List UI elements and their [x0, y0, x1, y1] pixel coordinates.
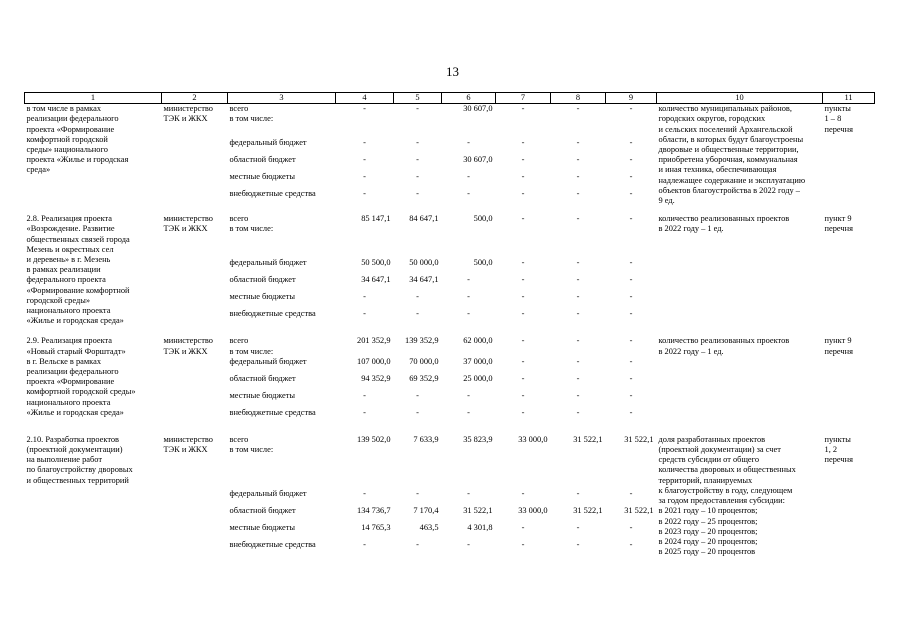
amount-cell: -: [363, 390, 366, 400]
executor-line: министерство: [163, 104, 213, 114]
measure-name-line: «Формирование комфортной: [26, 285, 130, 295]
table-row: [25, 214, 875, 258]
executor-cell: [162, 104, 228, 207]
amount-cell: -: [629, 258, 633, 268]
executor-line: ТЭК и ЖКХ: [163, 445, 208, 455]
result-indicator-line: за годом предоставления субсидии:: [658, 496, 785, 506]
amount-cell: 94 352,9: [361, 373, 391, 383]
funding-source-line: в том числе:: [229, 445, 274, 455]
funding-source-line: в том числе:: [229, 114, 274, 124]
funding-source-line: всего: [229, 434, 249, 444]
reference-cell: [823, 336, 875, 424]
result-indicator-line: в 2024 году – 20 процентов;: [658, 536, 758, 546]
result-indicator-line: количество реализованных проектов: [658, 214, 790, 224]
executor-cell: [162, 336, 228, 424]
funding-source-cell: [228, 189, 336, 206]
amount-cell: -: [629, 189, 633, 199]
amount-cell: 84 647,1: [409, 214, 439, 224]
measure-name-line: «Новый старый Форштадт»: [26, 346, 126, 356]
amount-cell: -: [521, 390, 525, 400]
amount-cell: 500,0: [473, 258, 493, 268]
amount-cell: 31 522,1: [624, 506, 654, 516]
amount-cell: -: [363, 292, 366, 302]
table-row: [25, 104, 875, 139]
amount-cell: -: [629, 155, 633, 165]
amount-cell: -: [363, 189, 366, 199]
measure-name-line: среды» национального: [26, 145, 108, 155]
reference-cell: [823, 435, 875, 557]
page-number: 13: [446, 64, 459, 79]
result-indicator-line: городских округов, городских: [658, 114, 766, 124]
amount-cell: -: [467, 540, 470, 550]
amount-cell: -: [363, 489, 366, 499]
amount-cell: -: [521, 540, 525, 550]
amount-cell: -: [521, 275, 525, 285]
amount-cell: -: [629, 407, 633, 417]
executor-line: министерство: [163, 434, 213, 444]
measure-name-line: «Жилье и городская среда»: [26, 407, 124, 417]
result-indicator-line: в 2022 году – 1 ед.: [658, 346, 724, 356]
result-indicator-line: количества дворовых и общественных: [658, 465, 796, 475]
reference-line: пункты: [824, 434, 851, 444]
amount-cell: 25 000,0: [463, 373, 493, 383]
result-indicator-line: к благоустройству в году, следующем: [658, 485, 793, 495]
funding-source-line: областной бюджет: [229, 275, 296, 285]
result-indicator-line: и сельских поселений Архангельской: [658, 124, 793, 134]
amount-cell: -: [416, 489, 419, 499]
amount-cell: -: [416, 138, 419, 148]
reference-line: 1, 2: [824, 445, 838, 455]
funding-source-cell: [228, 408, 336, 425]
result-indicator-line: области, в которых будут благоустроены: [658, 134, 804, 144]
funding-source-cell: [228, 357, 336, 374]
amount-cell: 134 736,7: [357, 506, 391, 516]
amount-cell: -: [576, 356, 580, 366]
funding-source-line: федеральный бюджет: [229, 258, 307, 268]
amount-cell: -: [576, 336, 580, 346]
column-header: 6: [442, 93, 496, 104]
amount-cell: -: [629, 489, 633, 499]
amount-cell: -: [629, 309, 633, 319]
amount-cell: -: [576, 214, 580, 224]
amount-cell: -: [629, 373, 633, 383]
measure-name-line: реализации федерального: [26, 367, 119, 377]
amount-cell: -: [629, 292, 633, 302]
result-indicator-line: в 2023 году – 20 процентов;: [658, 526, 758, 536]
reference-cell: [823, 104, 875, 207]
result-indicator-line: территорий, планируемых: [658, 475, 753, 485]
funding-source-line: областной бюджет: [229, 373, 296, 383]
amount-cell: -: [576, 275, 580, 285]
result-indicator-cell: [657, 214, 823, 326]
reference-line: пункты: [824, 104, 851, 114]
funding-source-line: областной бюджет: [229, 506, 296, 516]
amount-cell: 85 147,1: [361, 214, 391, 224]
amount-cell: -: [629, 275, 633, 285]
amount-cell: -: [467, 275, 470, 285]
amount-cell: -: [467, 309, 470, 319]
funding-source-line: областной бюджет: [229, 155, 296, 165]
amount-cell: -: [363, 138, 366, 148]
amount-cell: -: [576, 390, 580, 400]
amount-cell: 7 170,4: [413, 506, 439, 516]
result-indicator-line: в 2022 году – 1 ед.: [658, 224, 724, 234]
funding-source-line: внебюджетные средства: [229, 309, 316, 319]
amount-cell: -: [576, 309, 580, 319]
amount-cell: -: [629, 336, 633, 346]
amount-cell: 31 522,1: [573, 434, 603, 444]
amount-cell: 14 765,3: [361, 523, 391, 533]
amount-cell: -: [576, 292, 580, 302]
amount-cell: -: [521, 104, 525, 114]
result-indicator-line: количество муниципальных районов,: [658, 104, 792, 114]
reference-line: перечня: [824, 346, 853, 356]
measure-name-cell: [25, 104, 162, 207]
funding-source-line: федеральный бюджет: [229, 356, 307, 366]
amount-cell: 34 647,1: [409, 275, 439, 285]
measure-name-line: «Жилье и городская среда»: [26, 316, 124, 326]
amount-cell: -: [576, 489, 580, 499]
executor-line: ТЭК и ЖКХ: [163, 346, 208, 356]
reference-cell: [823, 214, 875, 326]
result-indicator-line: объектов благоустройства в 2022 году –: [658, 185, 800, 195]
measure-name-line: проекта «Формирование: [26, 124, 115, 134]
funding-source-cell: [228, 275, 336, 292]
row-spacer-cell: [25, 206, 875, 214]
funding-source-line: федеральный бюджет: [229, 489, 307, 499]
amount-cell: -: [363, 155, 366, 165]
column-header: 3: [228, 93, 336, 104]
amount-cell: -: [576, 258, 580, 268]
result-indicator-cell: [657, 104, 823, 207]
result-indicator-line: (проектной документации) за счет: [658, 445, 781, 455]
column-header: 2: [162, 93, 228, 104]
column-header: 4: [336, 93, 394, 104]
measure-name-cell: [25, 336, 162, 424]
amount-cell: 35 823,9: [463, 434, 493, 444]
result-indicator-line: дворовые и общественные территории,: [658, 145, 799, 155]
amount-cell: -: [521, 523, 525, 533]
executor-line: ТЭК и ЖКХ: [163, 224, 208, 234]
amount-cell: -: [363, 172, 366, 182]
result-indicator-line: доля разработанных проектов: [658, 434, 766, 444]
amount-cell: -: [629, 540, 633, 550]
result-indicator-line: средств субсидии от общего: [658, 455, 760, 465]
amount-cell: -: [629, 138, 633, 148]
funding-source-line: внебюджетные средства: [229, 540, 316, 550]
reference-line: перечня: [824, 455, 853, 465]
result-indicator-line: в 2025 году – 20 процентов: [658, 547, 756, 557]
row-spacer-cell: [25, 425, 875, 435]
measure-name-line: (проектной документации): [26, 445, 123, 455]
measure-name-line: Мезень и окрестных сел: [26, 244, 114, 254]
amount-cell: 139 502,0: [357, 434, 391, 444]
amount-cell: -: [521, 155, 525, 165]
amount-cell: -: [416, 292, 419, 302]
amount-cell: -: [629, 523, 633, 533]
measure-name-line: 2.10. Разработка проектов: [26, 434, 120, 444]
amount-cell: -: [576, 189, 580, 199]
table-row: [25, 336, 875, 356]
amount-cell: -: [416, 104, 419, 114]
funding-source-line: федеральный бюджет: [229, 138, 307, 148]
funding-source-line: местные бюджеты: [229, 390, 296, 400]
amount-cell: 201 352,9: [357, 336, 391, 346]
row-spacer: [25, 206, 875, 214]
amount-cell: -: [467, 489, 470, 499]
row-spacer: [25, 326, 875, 336]
funding-source-cell: [228, 172, 336, 189]
measure-name-line: среда»: [26, 165, 51, 175]
amount-cell: 50 000,0: [409, 258, 439, 268]
funding-source-cell: [228, 138, 336, 155]
amount-cell: -: [416, 309, 419, 319]
amount-cell: -: [521, 489, 525, 499]
amount-cell: 34 647,1: [361, 275, 391, 285]
funding-source-cell: [228, 523, 336, 540]
amount-cell: 107 000,0: [357, 356, 391, 366]
funding-source-cell: [228, 435, 336, 489]
amount-cell: -: [467, 292, 470, 302]
column-header: 5: [394, 93, 442, 104]
amount-cell: 30 607,0: [463, 155, 493, 165]
measure-name-line: по благоустройству дворовых: [26, 465, 133, 475]
amount-cell: -: [521, 214, 525, 224]
funding-source-cell: [228, 309, 336, 326]
column-header: 9: [606, 93, 657, 104]
measure-name-line: проекта «Формирование: [26, 377, 115, 387]
table-body: [25, 104, 875, 558]
result-indicator-cell: [657, 336, 823, 424]
executor-cell: [162, 214, 228, 326]
funding-source-line: всего: [229, 104, 249, 114]
funding-source-cell: [228, 374, 336, 391]
amount-cell: 7 633,9: [413, 434, 439, 444]
amount-cell: -: [416, 189, 419, 199]
amount-cell: 139 352,9: [405, 336, 439, 346]
column-header: 10: [657, 93, 823, 104]
program-table: [24, 92, 875, 557]
amount-cell: -: [416, 407, 419, 417]
amount-cell: -: [521, 407, 525, 417]
funding-source-line: всего: [229, 214, 249, 224]
executor-cell: [162, 435, 228, 557]
column-header: 1: [25, 93, 162, 104]
amount-cell: -: [521, 172, 525, 182]
amount-cell: -: [363, 407, 366, 417]
amount-cell: 62 000,0: [463, 336, 493, 346]
result-indicator-cell: [657, 435, 823, 557]
amount-cell: 33 000,0: [518, 506, 548, 516]
amount-cell: -: [363, 540, 366, 550]
reference-line: перечня: [824, 224, 853, 234]
amount-cell: -: [521, 258, 525, 268]
funding-source-line: местные бюджеты: [229, 523, 296, 533]
amount-cell: -: [629, 104, 633, 114]
funding-source-cell: [228, 336, 336, 356]
amount-cell: -: [521, 189, 525, 199]
amount-cell: -: [416, 172, 419, 182]
amount-cell: -: [467, 390, 470, 400]
amount-cell: -: [521, 356, 525, 366]
measure-name-line: реализации федерального: [26, 114, 119, 124]
measure-name-line: в г. Вельске в рамках: [26, 356, 102, 366]
funding-source-line: местные бюджеты: [229, 172, 296, 182]
amount-cell: -: [576, 540, 580, 550]
amount-cell: 31 522,1: [463, 506, 493, 516]
column-header: 7: [496, 93, 551, 104]
table-row: [25, 435, 875, 489]
result-indicator-line: и иная техника, обеспечивающая: [658, 165, 777, 175]
measure-name-line: общественных связей города: [26, 234, 130, 244]
amount-cell: 4 301,8: [467, 523, 493, 533]
amount-cell: 31 522,1: [573, 506, 603, 516]
funding-source-line: в том числе:: [229, 224, 274, 234]
measure-name-line: и общественных территорий: [26, 475, 129, 485]
amount-cell: -: [467, 172, 470, 182]
amount-cell: 33 000,0: [518, 434, 548, 444]
amount-cell: -: [467, 407, 470, 417]
measure-name-line: федерального проекта: [26, 275, 106, 285]
funding-source-line: внебюджетные средства: [229, 407, 316, 417]
amount-cell: -: [576, 104, 580, 114]
reference-line: пункт 9: [824, 214, 852, 224]
measure-name-line: комфортной городской среды»: [26, 387, 136, 397]
amount-cell: 463,5: [419, 523, 439, 533]
amount-cell: 30 607,0: [463, 104, 493, 114]
amount-cell: -: [416, 390, 419, 400]
funding-source-cell: [228, 540, 336, 557]
row-spacer: [25, 425, 875, 435]
result-indicator-line: в 2021 году – 10 процентов;: [658, 506, 758, 516]
amount-cell: -: [576, 138, 580, 148]
amount-cell: -: [521, 292, 525, 302]
measure-name-line: национального проекта: [26, 397, 111, 407]
amount-cell: 37 000,0: [463, 356, 493, 366]
amount-cell: 69 352,9: [409, 373, 439, 383]
funding-source-cell: [228, 104, 336, 139]
amount-cell: -: [363, 104, 366, 114]
result-indicator-line: надлежащее содержание и эксплуатацию: [658, 175, 806, 185]
executor-line: министерство: [163, 214, 213, 224]
measure-name-line: 2.9. Реализация проекта: [26, 336, 113, 346]
amount-cell: -: [576, 407, 580, 417]
funding-source-cell: [228, 292, 336, 309]
table-header: [25, 93, 875, 104]
funding-source-cell: [228, 214, 336, 258]
amount-cell: -: [629, 214, 633, 224]
measure-name-line: проекта «Жилье и городская: [26, 155, 129, 165]
measure-name-line: и деревень» в г. Мезень: [26, 255, 111, 265]
amount-cell: 50 500,0: [361, 258, 391, 268]
measure-name-line: «Возрождение. Развитие: [26, 224, 115, 234]
funding-source-cell: [228, 391, 336, 408]
amount-cell: -: [629, 390, 633, 400]
measure-name-cell: [25, 214, 162, 326]
amount-cell: -: [467, 189, 470, 199]
measure-name-line: на выполнение работ: [26, 455, 102, 465]
amount-cell: 70 000,0: [409, 356, 439, 366]
amount-cell: -: [416, 155, 419, 165]
column-header: 8: [551, 93, 606, 104]
funding-source-cell: [228, 489, 336, 506]
measure-name-line: в том числе в рамках: [26, 104, 102, 114]
funding-source-line: в том числе:: [229, 346, 274, 356]
amount-cell: -: [521, 336, 525, 346]
amount-cell: -: [521, 138, 525, 148]
amount-cell: -: [416, 540, 419, 550]
funding-source-line: всего: [229, 336, 249, 346]
amount-cell: -: [467, 138, 470, 148]
result-indicator-line: 9 ед.: [658, 196, 675, 206]
amount-cell: -: [576, 155, 580, 165]
amount-cell: 500,0: [473, 214, 493, 224]
funding-source-cell: [228, 506, 336, 523]
amount-cell: -: [363, 309, 366, 319]
funding-source-line: местные бюджеты: [229, 292, 296, 302]
row-spacer-cell: [25, 326, 875, 336]
reference-line: перечня: [824, 124, 853, 134]
executor-line: министерство: [163, 336, 213, 346]
amount-cell: -: [576, 172, 580, 182]
amount-cell: -: [629, 356, 633, 366]
reference-line: 1 – 8: [824, 114, 842, 124]
amount-cell: -: [521, 373, 525, 383]
measure-name-line: комфортной городской: [26, 134, 108, 144]
measure-name-line: в рамках реализации: [26, 265, 101, 275]
amount-cell: 31 522,1: [624, 434, 654, 444]
measure-name-cell: [25, 435, 162, 557]
column-header: 11: [823, 93, 875, 104]
amount-cell: -: [576, 523, 580, 533]
measure-name-line: 2.8. Реализация проекта: [26, 214, 113, 224]
result-indicator-line: в 2022 году – 25 процентов;: [658, 516, 758, 526]
amount-cell: -: [629, 172, 633, 182]
funding-source-line: внебюджетные средства: [229, 189, 316, 199]
result-indicator-line: количество реализованных проектов: [658, 336, 790, 346]
result-indicator-line: приобретена уборочная, коммунальная: [658, 155, 798, 165]
reference-line: пункт 9: [824, 336, 852, 346]
amount-cell: -: [521, 309, 525, 319]
measure-name-line: городской среды»: [26, 295, 91, 305]
executor-line: ТЭК и ЖКХ: [163, 114, 208, 124]
funding-source-cell: [228, 258, 336, 275]
amount-cell: -: [576, 373, 580, 383]
measure-name-line: национального проекта: [26, 306, 111, 316]
funding-source-cell: [228, 155, 336, 172]
